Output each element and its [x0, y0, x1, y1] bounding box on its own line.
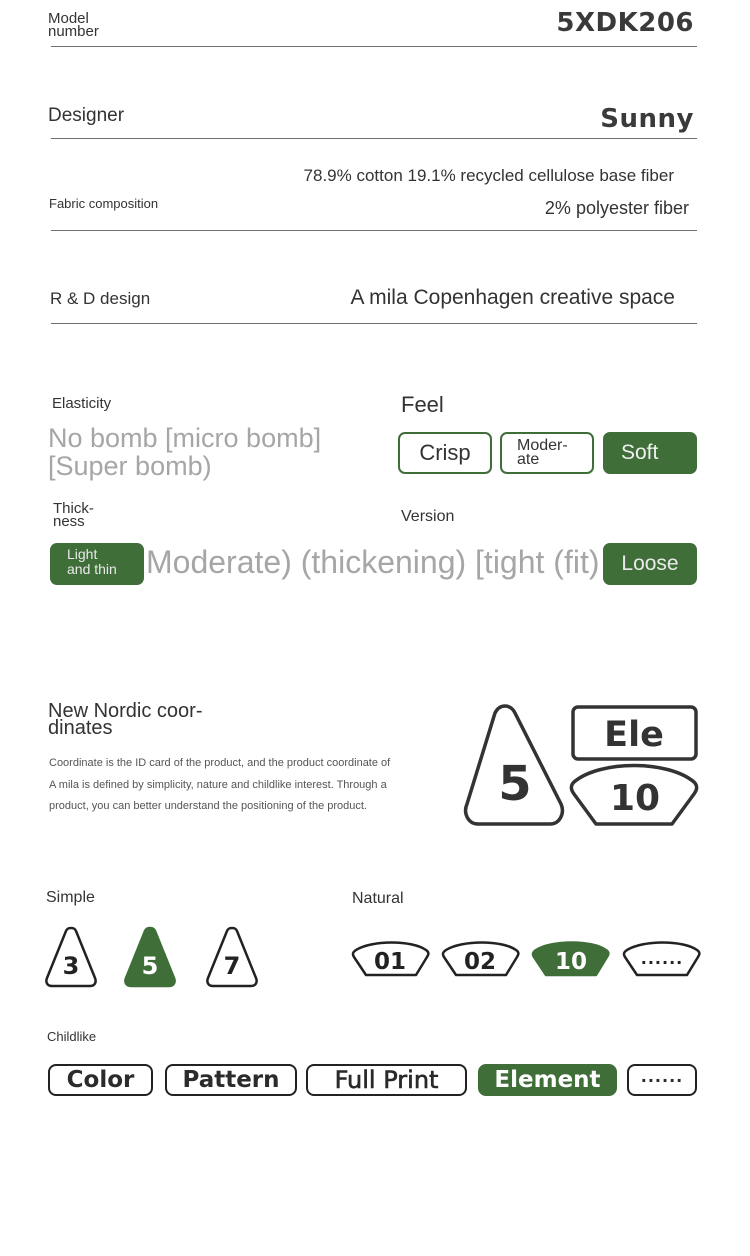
simple-option-7[interactable] — [207, 928, 256, 986]
simple-option-label: 7 — [223, 952, 241, 980]
natural-option-label: 01 — [373, 949, 407, 975]
fabric-value-line2: 2% polyester fiber — [544, 198, 689, 218]
childlike-option-more[interactable]: ...... — [627, 1064, 697, 1096]
divider — [51, 46, 697, 47]
version-option-loose[interactable]: Loose — [603, 543, 697, 585]
childlike-coordinate-badge — [573, 707, 696, 759]
elasticity-options — [48, 424, 321, 480]
thickness-label-line2: ness — [53, 513, 85, 530]
natural-option-label: 10 — [554, 949, 588, 975]
feel-option-soft[interactable]: Soft — [603, 432, 697, 474]
thickness-label-line1: Thick- — [53, 500, 94, 517]
thickness-version-options: Moderate) (thickening) [tight (fit) — [146, 544, 600, 580]
rd-design-value: A mila Copenhagen creative space — [350, 286, 675, 309]
elasticity-options-line1: No bomb [micro bomb] — [48, 423, 322, 453]
thickness-option-light-and-thin[interactable] — [50, 543, 144, 585]
feel-option-moderate[interactable] — [500, 432, 594, 474]
natural-option-label: ...... — [640, 949, 684, 968]
feel-label: Feel — [401, 392, 444, 417]
model-number-label — [48, 12, 99, 38]
childlike-label: Childlike — [47, 1029, 97, 1044]
designer-label: Designer — [48, 105, 125, 126]
natural-option-02[interactable] — [443, 943, 518, 976]
natural-option-more[interactable] — [624, 943, 699, 976]
simple-option-3[interactable] — [46, 928, 95, 986]
coordinates-description — [49, 753, 390, 818]
simple-option-label: 5 — [141, 952, 159, 980]
coordinate-badges — [460, 700, 705, 832]
coordinates-desc-line3: product, you can better understand the positioning of the product. — [49, 800, 367, 812]
simple-badge-value: 5 — [498, 756, 532, 812]
natural-coordinate-badge — [571, 766, 696, 825]
simple-coordinate-badge — [466, 706, 563, 824]
model-label-line2: number — [48, 23, 99, 40]
natural-option-10[interactable] — [533, 943, 608, 976]
coordinates-title — [48, 700, 203, 739]
version-label: Version — [401, 508, 455, 525]
childlike-badge-value: Ele — [604, 715, 664, 755]
thickness-selected-line1: Light — [67, 546, 98, 562]
divider — [51, 230, 697, 231]
feel-option-crisp[interactable]: Crisp — [398, 432, 492, 474]
model-label-line1: Model — [48, 10, 89, 27]
childlike-option-element[interactable]: Element — [478, 1064, 617, 1096]
natural-label: Natural — [352, 890, 404, 907]
childlike-option-color[interactable]: Color — [48, 1064, 153, 1096]
simple-option-5[interactable] — [125, 928, 174, 986]
elasticity-label: Elasticity — [52, 395, 112, 412]
childlike-option-pattern[interactable]: Pattern — [165, 1064, 297, 1096]
natural-option-01[interactable] — [353, 943, 428, 976]
simple-option-label: 3 — [62, 952, 80, 980]
elasticity-options-line2: [Super bomb) — [48, 451, 212, 481]
coordinates-title-line1: New Nordic coor- — [48, 700, 203, 722]
fabric-composition-label: Fabric composition — [49, 196, 159, 211]
childlike-option-full-print[interactable]: Full Print — [306, 1064, 467, 1096]
fabric-value-line1: 78.9% cotton 19.1% recycled cellulose base fiber — [303, 166, 674, 185]
coordinates-title-line2: dinates — [48, 717, 113, 739]
rd-design-label: R & D design — [50, 289, 151, 308]
feel-option-moderate-line2: ate — [517, 451, 540, 468]
thickness-label — [53, 502, 94, 528]
natural-option-label: 02 — [463, 949, 497, 975]
natural-badge-value: 10 — [609, 778, 661, 819]
natural-options — [350, 938, 702, 980]
model-number-value: 5XDK206 — [556, 8, 694, 38]
feel-option-moderate-line1: Moder- — [517, 437, 568, 454]
divider — [51, 138, 697, 139]
simple-label: Simple — [46, 889, 95, 906]
coordinates-desc-line1: Coordinate is the ID card of the product, and the product coordinate of — [49, 757, 391, 769]
simple-options — [44, 924, 262, 990]
designer-value: Sunny — [600, 104, 694, 134]
thickness-selected-line2: and thin — [67, 561, 117, 577]
divider — [51, 323, 697, 324]
coordinates-desc-line2: A mila is defined by simplicity, nature and childlike interest. Through a — [49, 778, 387, 791]
